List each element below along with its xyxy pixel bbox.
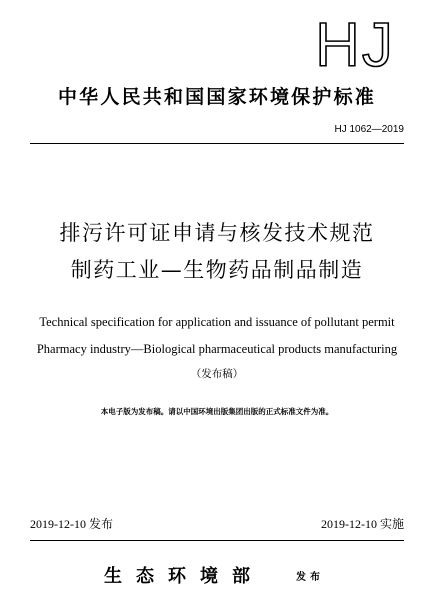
standard-number: HJ 1062—2019 xyxy=(334,124,404,135)
title-cn-line-1: 排污许可证申请与核发技术规范 xyxy=(59,221,375,245)
issue-date: 2019-12-10 发布 xyxy=(30,517,113,531)
country-standard-heading: 中华人民共和国国家环境保护标准 xyxy=(57,86,376,108)
top-divider xyxy=(30,143,404,144)
title-en-line-1: Technical specification for application and issuance of pollutant permit xyxy=(39,315,395,329)
issuing-authority: 生态环境部 xyxy=(104,566,264,587)
hj-logo-text: HJ xyxy=(315,14,395,74)
edition-notice: 本电子版为发布稿。请以中国环境出版集团出版的正式标准文件为准。 xyxy=(100,407,334,416)
issued-suffix: 发布 xyxy=(296,572,324,583)
draft-label: （发布稿） xyxy=(190,368,244,380)
title-en-line-2: Pharmacy industry—Biological pharmaceutical products manufacturing xyxy=(36,342,398,356)
title-cn-line-2: 制药工业—生物药品制品制造 xyxy=(70,258,364,282)
implementation-date: 2019-12-10 实施 xyxy=(321,517,404,531)
hj-logo xyxy=(300,14,410,74)
bottom-divider xyxy=(30,540,404,541)
